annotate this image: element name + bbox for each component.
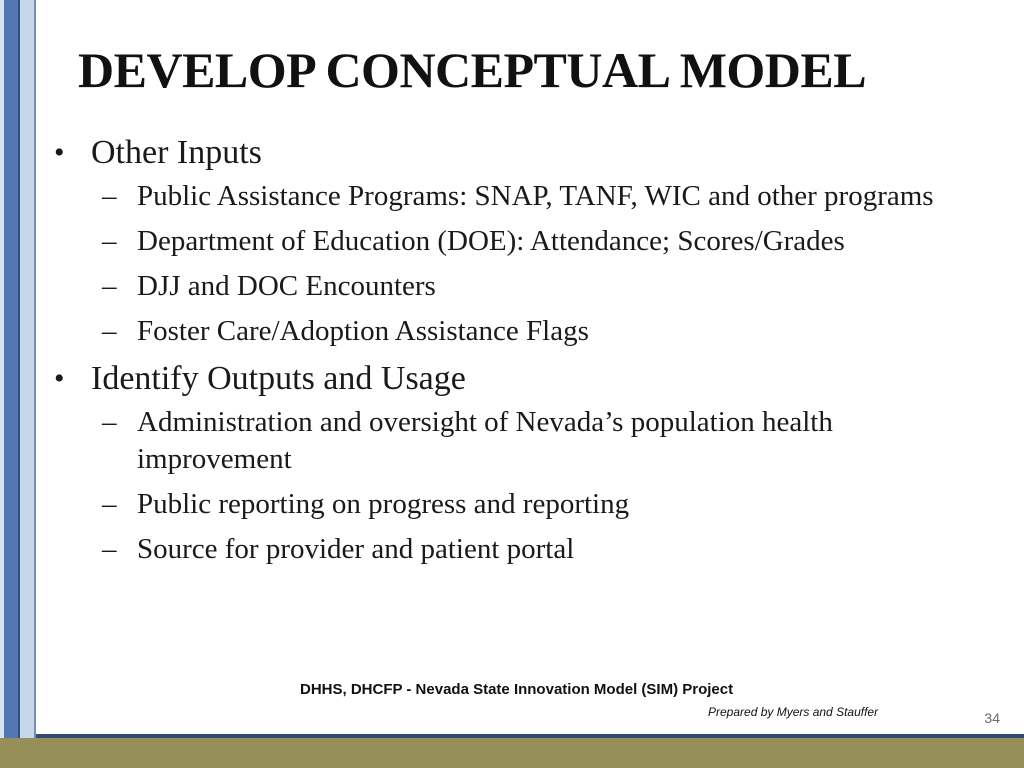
left-bar-light-stripe xyxy=(20,0,34,740)
sub-bullet-item xyxy=(54,404,994,478)
sub-bullet-text: Source for provider and patient portal xyxy=(137,533,575,565)
slide-content xyxy=(54,132,994,576)
sub-bullet-text: Administration and oversight of Nevada’s population health improvement xyxy=(137,406,833,475)
slide-title: DEVELOP CONCEPTUAL MODEL xyxy=(78,42,867,98)
bottom-bar-corner xyxy=(0,738,36,768)
left-bar-divider xyxy=(34,0,36,740)
sub-bullet-mark: – xyxy=(102,315,117,347)
bottom-decorative-bar xyxy=(36,738,1024,768)
sub-bullet-item xyxy=(54,268,994,305)
bullet-item xyxy=(54,358,994,400)
bullet-mark: • xyxy=(54,136,65,169)
sub-bullet-mark: – xyxy=(102,533,117,565)
bullet-item xyxy=(54,132,994,174)
sub-bullet-text: Department of Education (DOE): Attendance; Scores/Grades xyxy=(137,225,845,257)
footer-project-title: DHHS, DHCFP - Nevada State Innovation Model (SIM) Project xyxy=(300,681,734,698)
page-number: 34 xyxy=(984,710,1000,726)
sub-bullet-text: Public reporting on progress and reporting xyxy=(137,488,630,520)
sub-bullet-mark: – xyxy=(102,180,117,212)
bullet-text: Other Inputs xyxy=(91,134,262,171)
sub-bullet-item xyxy=(54,531,994,568)
sub-bullet-mark: – xyxy=(102,270,117,302)
sub-bullet-item xyxy=(54,223,994,260)
bullet-mark: • xyxy=(54,362,65,395)
sub-bullet-mark: – xyxy=(102,406,117,438)
left-bar-blue-stripe xyxy=(4,0,20,740)
sub-bullet-text: Foster Care/Adoption Assistance Flags xyxy=(137,315,589,347)
sub-bullet-item xyxy=(54,178,994,215)
sub-bullet-item xyxy=(54,313,994,350)
sub-bullet-item xyxy=(54,486,994,523)
bullet-text: Identify Outputs and Usage xyxy=(91,360,466,397)
sub-bullet-mark: – xyxy=(102,488,117,520)
sub-bullet-text: DJJ and DOC Encounters xyxy=(137,270,436,302)
sub-bullet-mark: – xyxy=(102,225,117,257)
sub-bullet-text: Public Assistance Programs: SNAP, TANF, WIC and other programs xyxy=(137,180,934,212)
footer-prepared-by: Prepared by Myers and Stauffer xyxy=(708,705,879,719)
